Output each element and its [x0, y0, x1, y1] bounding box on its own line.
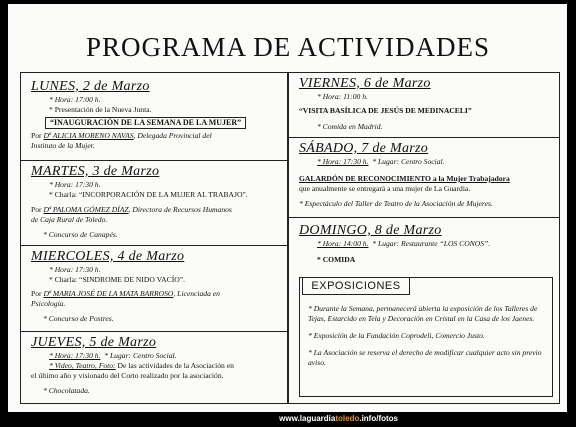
extra-line: * Chocolatada.	[43, 386, 90, 395]
video-label: * Video, Teatro, Foto:	[49, 361, 116, 370]
hora-line: * Hora: 17:30 h.	[49, 180, 101, 189]
day-block-jueves	[21, 335, 287, 396]
video-line-cont: el último año y visionado del Corto realizado por la asociación.	[31, 371, 224, 380]
charla-line: * Charla: “INCORPORACIÓN DE LA MUJER AL TRABAJO”.	[49, 190, 248, 199]
boxed-title: “INAUGURACIÓN DE LA SEMANA DE LA MUJER”	[45, 117, 246, 129]
exposiciones-box	[299, 277, 553, 397]
expo-paragraph: * La Asociación se reserva el derecho de modificar cualquier acto sin previo aviso.	[308, 348, 542, 367]
expo-paragraph: * Exposición de la Fundación Coprodeli, Comercio Justo.	[308, 331, 485, 340]
charla-line: * Charla: “SINDROME DE NIDO VACÍO”.	[49, 275, 185, 284]
day-block-sabado	[289, 141, 559, 209]
divider	[21, 331, 287, 332]
expo-paragraph: * Durante la Semana, permanecerá abierta la exposición de los Talleres de Tejas, Estarcido en Tela y Decoración en Cristal en la Casa de los Jaenes.	[308, 304, 538, 323]
speaker-line	[31, 131, 281, 141]
day-heading: SÁBADO, 7 de Marzo	[299, 141, 429, 156]
speaker-name: Dª ALICIA MORENO NAVAS	[43, 131, 134, 140]
speaker-prefix: Por	[31, 205, 44, 214]
lugar-line: * Lugar: Restaurante “LOS CONOS”.	[372, 239, 491, 248]
galardon-line: GALARDÓN DE RECONOCIMIENTO a la Mujer Trabajadora	[299, 174, 510, 183]
speaker-name: Dª MARIA JOSÉ DE LA MATA BARROSO	[43, 289, 174, 298]
hora-line: * Hora: 17:30 h.	[49, 351, 101, 360]
exposiciones-heading: EXPOSICIONES	[302, 277, 410, 295]
hora-lugar-line	[299, 239, 553, 249]
lugar-line: * Lugar: Centro Social.	[372, 157, 445, 166]
day-heading: MIERCOLES, 4 de Marzo	[31, 249, 185, 264]
video-desc: De las actividades de la Asociación en	[115, 361, 234, 370]
hora-line: * Hora: 17:30 h.	[49, 265, 101, 274]
day-heading: JUEVES, 5 de Marzo	[31, 335, 157, 350]
speaker-line	[31, 289, 281, 299]
left-column	[20, 72, 288, 404]
speaker-role-cont: Psicología.	[31, 299, 66, 308]
visita-line: “VISITA BASÍLICA DE JESÚS DE MEDINACELI”	[299, 106, 472, 115]
divider	[289, 217, 559, 218]
speaker-role: , Directora de Recursos Humanos	[128, 205, 232, 214]
extra-line: * Comida en Madrid.	[317, 122, 383, 131]
day-block-miercoles	[21, 249, 287, 324]
day-heading: LUNES, 2 de Marzo	[31, 79, 150, 94]
detail-line: * Presentación de la Nueva Junta.	[49, 105, 152, 114]
day-block-lunes	[21, 79, 287, 151]
day-block-viernes	[289, 76, 559, 132]
page-title: PROGRAMA DE ACTIVIDADES	[85, 32, 491, 62]
day-heading: VIERNES, 6 de Marzo	[299, 76, 431, 91]
hora-line: * Hora: 11:00 h.	[317, 92, 368, 101]
speaker-role: , Delegada Provincial del	[133, 131, 212, 140]
url-part-accent: toledo	[335, 414, 360, 423]
lugar-line: * Lugar: Centro Social.	[104, 351, 177, 360]
hora-line: * Hora: 17:30 h.	[317, 157, 369, 166]
day-heading: MARTES, 3 de Marzo	[31, 164, 160, 179]
hora-line: * Hora: 17:00 h.	[49, 95, 101, 104]
exposiciones-body	[308, 304, 546, 375]
extra-line: * COMIDA	[317, 255, 356, 264]
hora-line: * Hora: 14:00 h.	[317, 239, 369, 248]
hora-lugar-line	[31, 351, 281, 361]
galardon-line-cont: que anualmente se entregará a una mujer de La Guardia.	[299, 184, 471, 193]
speaker-prefix: Por	[31, 289, 44, 298]
watermark-url	[0, 414, 576, 423]
day-block-domingo	[289, 223, 559, 265]
url-part: .info/fotos	[359, 414, 398, 423]
extra-line: * Concurso de Canapés.	[43, 230, 118, 239]
hora-lugar-line	[299, 157, 553, 167]
url-part: www.laguardia	[279, 414, 336, 423]
speaker-line	[31, 205, 281, 215]
day-block-martes	[21, 164, 287, 240]
speaker-role: , Licenciada en	[173, 289, 220, 298]
extra-line: * Concurso de Postres.	[43, 314, 114, 323]
right-column	[288, 72, 560, 404]
divider	[21, 245, 287, 246]
speaker-prefix: Por	[31, 131, 44, 140]
day-heading: DOMINGO, 8 de Marzo	[299, 223, 442, 238]
divider	[21, 160, 287, 161]
divider	[289, 137, 559, 138]
extra-line: * Espectáculo del Taller de Teatro de la Asociación de Mujeres.	[299, 199, 493, 208]
speaker-name: Dª PALOMA GÓMEZ DÍAZ	[43, 205, 129, 214]
speaker-role-cont: Instituto de la Mujer.	[31, 141, 95, 150]
speaker-role-cont: de Caja Rural de Toledo.	[31, 215, 108, 224]
video-line	[31, 361, 281, 371]
